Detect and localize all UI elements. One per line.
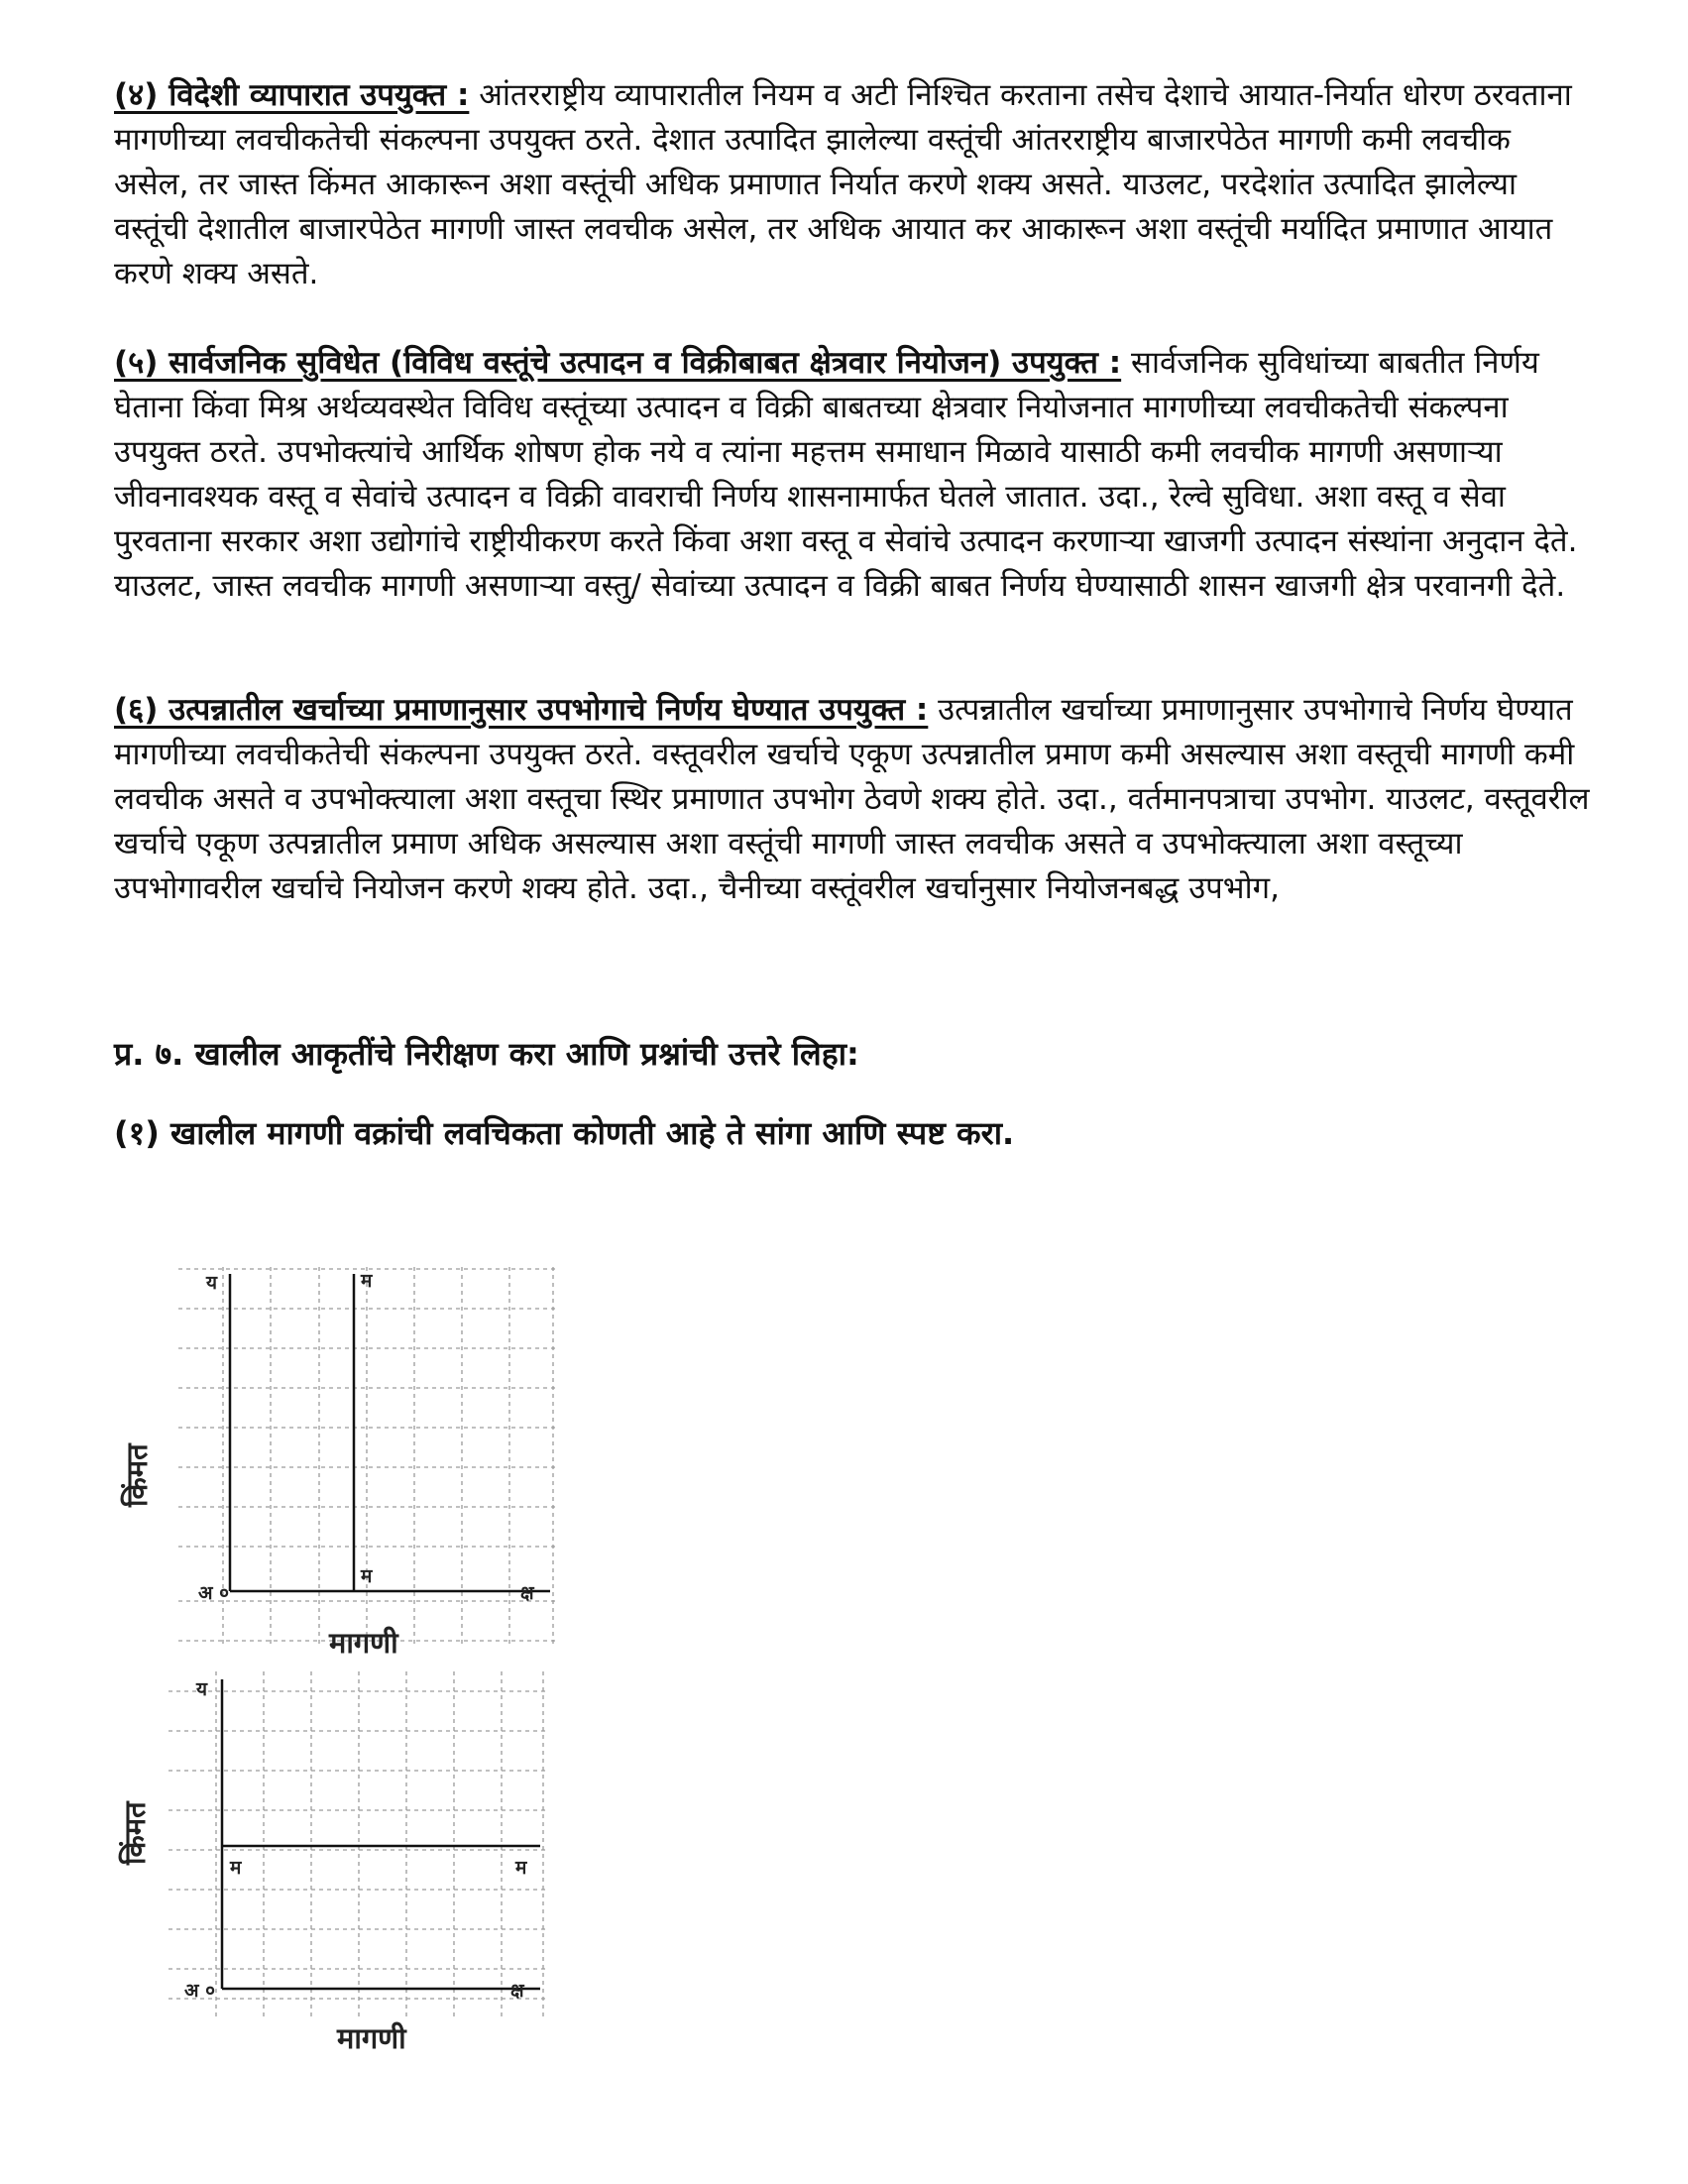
paragraph-6-heading: (६) उत्पन्नातील खर्चाच्या प्रमाणानुसार उपभोगाचे निर्णय घेण्यात उपयुक्त : [114, 692, 929, 728]
figure-1-y-end-label: य [206, 1272, 218, 1294]
figure-1-origin-label: अ ० [198, 1582, 230, 1604]
paragraph-6 [114, 688, 1591, 911]
figure-2-y-end-label: य [196, 1678, 208, 1700]
figure-1-x-axis-label: मागणी [329, 1626, 398, 1660]
figure-2-curve-label-left: म [230, 1857, 242, 1879]
demand-curve-figure-2 [99, 1662, 565, 2058]
figure-1-y-axis-label: किंमत [120, 1443, 154, 1507]
figure-2-x-axis-label: मागणी [337, 2021, 406, 2055]
paragraph-4 [114, 73, 1591, 296]
figure-1-curve-label-top: म [361, 1270, 373, 1292]
paragraph-5-heading: (५) सार्वजनिक सुविधेत (विविध वस्तूंचे उत्पादन व विक्रीबाबत क्षेत्रवार नियोजन) उपयुक्त : [114, 345, 1122, 381]
figure-2-curve-label-right: म [515, 1857, 527, 1879]
demand-curve-figure-1 [99, 1259, 565, 1675]
figure-2-x-end-label: क्ष [510, 1980, 524, 2002]
figure-2-origin-label: अ ० [184, 1980, 216, 2002]
paragraph-4-heading: (४) विदेशी व्यापारात उपयुक्त : [114, 77, 470, 113]
figure-2-y-axis-label: किंमत [118, 1801, 152, 1865]
paragraph-4-text: आंतरराष्ट्रीय व्यापारातील नियम व अटी निश्चित करताना तसेच देशाचे आयात-निर्यात धोरण ठरवताना मागणीच्या लवचीकतेची संकल्पना उपयुक्त ठरते. देशात उत्पादित झालेल्या वस्तूंची आंतरराष्ट्रीय बाजारपेठेत मागणी कमी लवचीक असेल, तर जास्त किंमत आकारून अशा वस्तूंची अधिक प्रमाणात निर्यात करणे शक्य असते. याउलट, परदेशांत उत्पादित झालेल्या वस्तूंची देशातील बाजारपेठेत मागणी जास्त लवचीक असेल, तर अधिक आयात कर आकारून अशा वस्तूंची मर्यादित प्रमाणात आयात करणे शक्य असते. [114, 77, 1572, 291]
paragraph-5-text: सार्वजनिक सुविधांच्या बाबतीत निर्णय घेताना किंवा मिश्र अर्थव्यवस्थेत विविध वस्तूंच्या उत्पादन व विक्री बाबतच्या क्षेत्रवार नियोजनात मागणीच्या लवचीकतेची संकल्पना उपयुक्त ठरते. उपभोक्त्यांचे आर्थिक शोषण होक नये व त्यांना महत्तम समाधान मिळावे यासाठी कमी लवचीक मागणी असणाऱ्या जीवनावश्यक वस्तू व सेवांचे उत्पादन व विक्री वावराची निर्णय शासनामार्फत घेतले जातात. उदा., रेल्वे सुविधा. अशा वस्तू व सेवा पुरवताना सरकार अशा उद्योगांचे राष्ट्रीयीकरण करते किंवा अशा वस्तू व सेवांचे उत्पादन करणाऱ्या खाजगी उत्पादन संस्थांना अनुदान देते. याउलट, जास्त लवचीक मागणी असणाऱ्या वस्तु/ सेवांच्या उत्पादन व विक्री बाबत निर्णय घेण्यासाठी शासन खाजगी क्षेत्र परवानगी देते. [114, 345, 1578, 604]
question-7: प्र. ७. खालील आकृतींचे निरीक्षण करा आणि प्रश्नांची उत्तरे लिहा: [114, 1035, 859, 1073]
figure-1-svg [99, 1259, 565, 1675]
figure-2-svg [99, 1662, 565, 2058]
paragraph-6-text: उत्पन्नातील खर्चाच्या प्रमाणानुसार उपभोगाचे निर्णय घेण्यात मागणीच्या लवचीकतेची संकल्पना उपयुक्त ठरते. वस्तूवरील खर्चाचे एकूण उत्पन्नातील प्रमाण कमी असल्यास अशा वस्तूची मागणी कमी लवचीक असते व उपभोक्त्याला अशा वस्तूचा स्थिर प्रमाणात उपभोग ठेवणे शक्य होते. उदा., वर्तमानपत्राचा उपभोग. याउलट, वस्तूवरील खर्चाचे एकूण उत्पन्नातील प्रमाण अधिक असल्यास अशा वस्तूंची मागणी जास्त लवचीक असते व उपभोक्त्याला अशा वस्तूच्या उपभोगावरील खर्चाचे नियोजन करणे शक्य होते. उदा., चैनीच्या वस्तूंवरील खर्चानुसार नियोजनबद्ध उपभोग, [114, 692, 1590, 906]
figure-1-x-end-label: क्ष [520, 1582, 534, 1604]
paragraph-5 [114, 341, 1591, 609]
figure-1-curve-label-bottom: म [361, 1565, 373, 1587]
question-7-1: (१) खालील मागणी वक्रांची लवचिकता कोणती आहे ते सांगा आणि स्पष्ट करा. [114, 1114, 1015, 1152]
figure-1-grid [178, 1267, 555, 1646]
